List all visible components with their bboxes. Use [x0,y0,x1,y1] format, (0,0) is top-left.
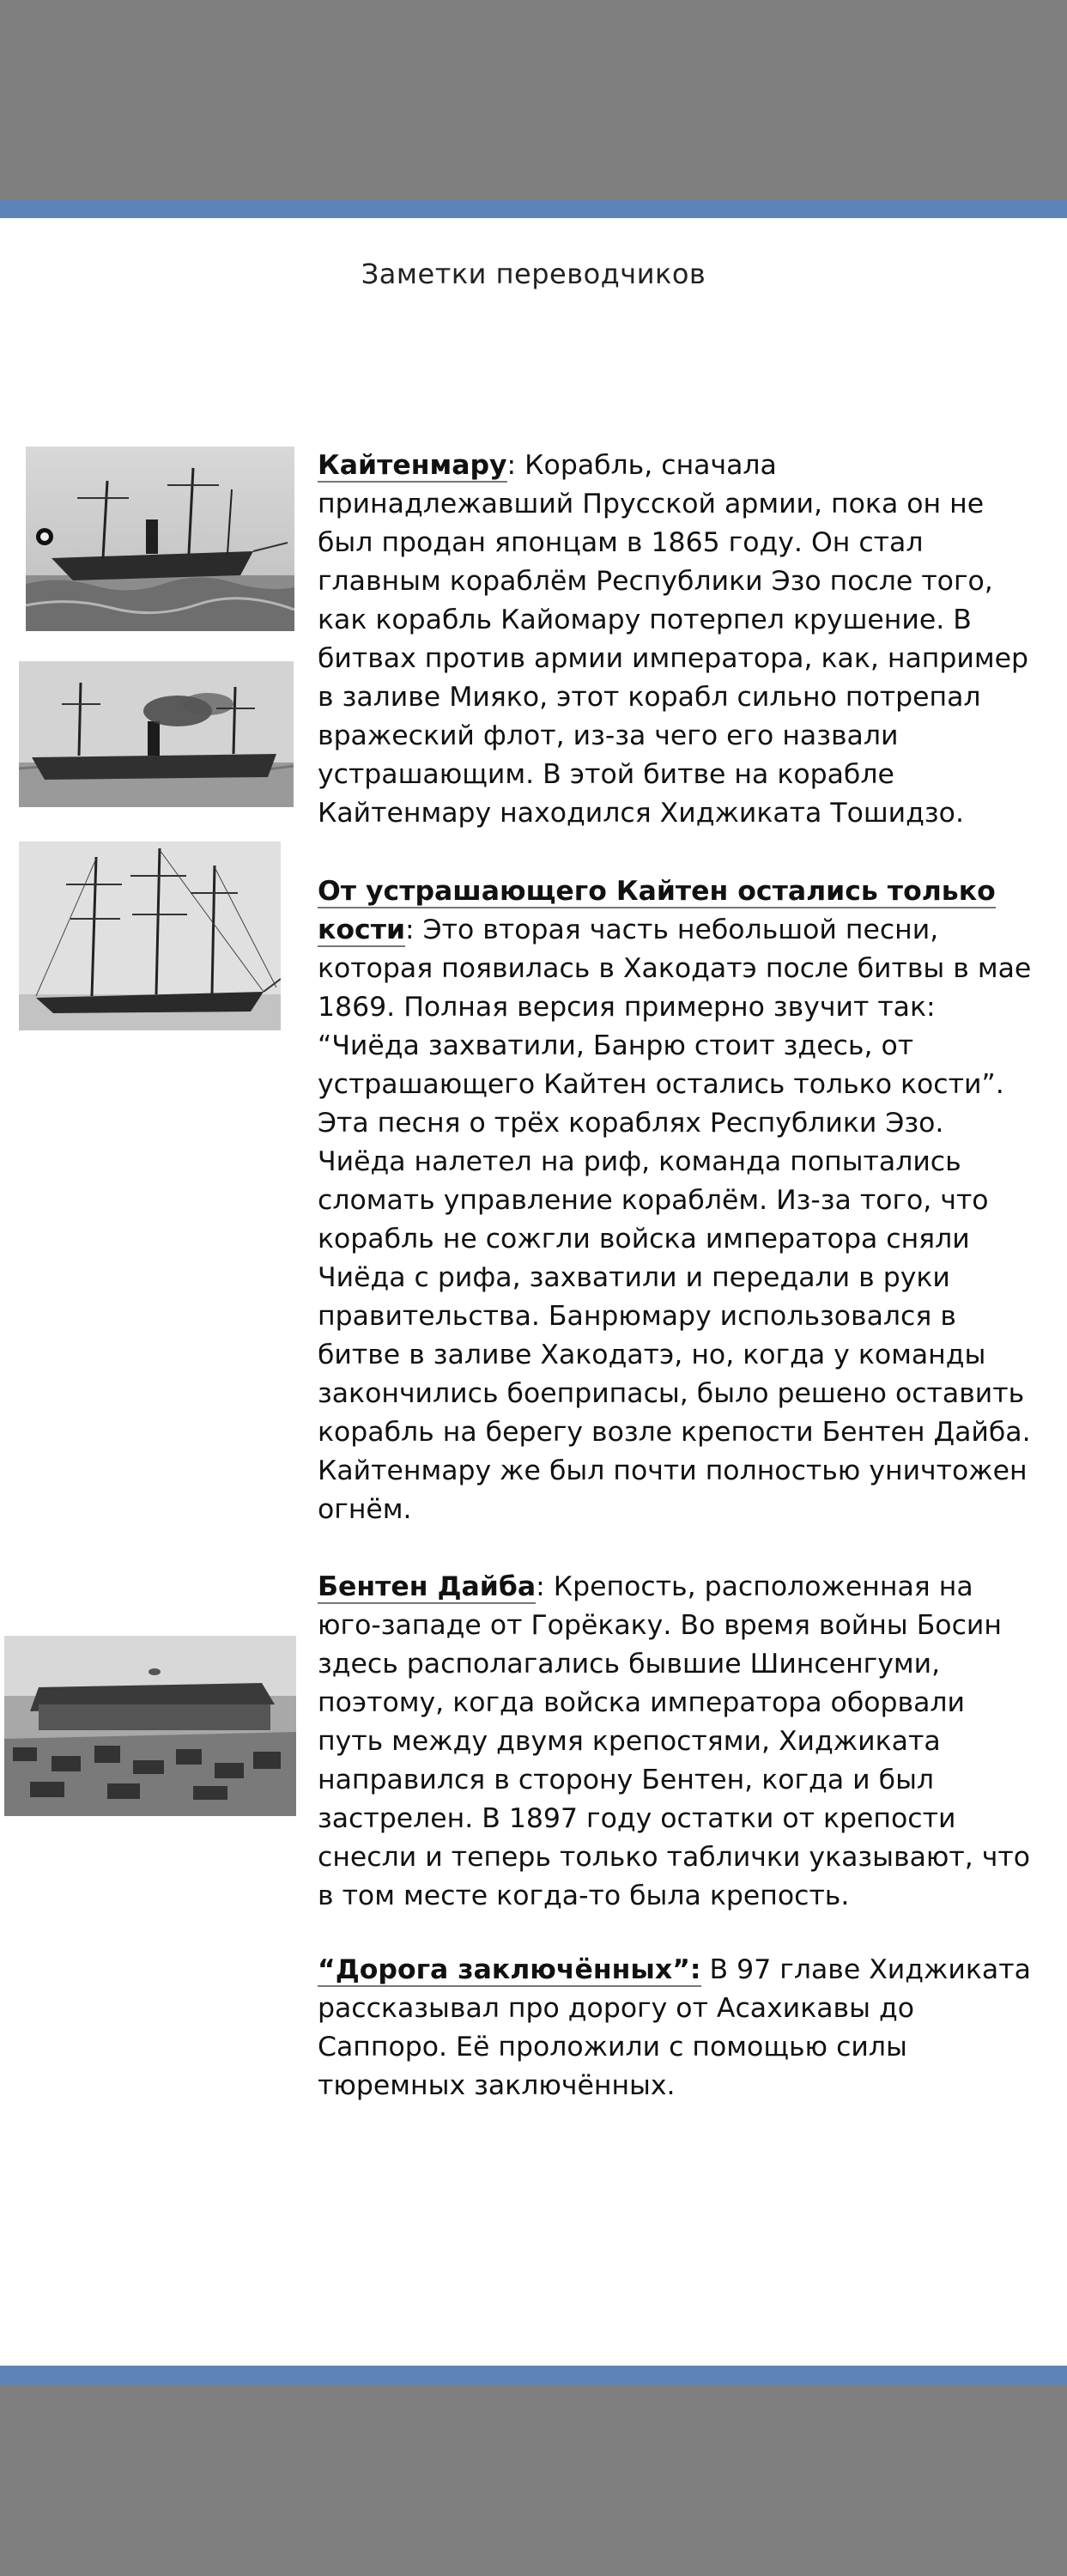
note-prisoners-road [318,1951,1034,2105]
note-text: Это вторая часть небольшой песни, которая появилась в Хакодатэ после битвы в мае 1869. Полная версия примерно звучит так: “Чиёда захватили, Банрю стоит здесь, от устрашающего Кайтен остались только кости”. Эта песня о трёх кораблях Республики Эзо. Чиёда налетел на риф, команда попытались сломать управление кораблём. Из-за того, что корабль не сожгли войска императора сняли Чиёда с рифа, захватили и передали в руки правительства. Банрюмару использовался в битве в заливе Хакодатэ, но, когда у команды закончились боеприпасы, было решено оставить корабль на берегу возле крепости Бентен Дайба. Кайтенмару же был почти полностью уничтожен огнём. [318,914,1032,1525]
top-blue-stripe [0,199,1067,218]
ship-photo-kaitenmaru [26,447,294,631]
ship-photo-steamer [19,661,294,807]
note-term: Кайтенмару [318,450,507,481]
note-text: В 97 главе Хиджиката рассказывал про дорогу от Асахикавы до Саппоро. Её проложили с помощью силы тюремных заключённых. [318,1954,1031,2101]
page-title: Заметки переводчиков [361,258,706,290]
fortress-photo-benten-daiba [4,1636,296,1816]
note-term: Бентен Дайба [318,1571,537,1602]
note-term: От устрашающего Кайтен остались только кости [318,876,996,945]
note-kaiten-bones [318,872,1034,1529]
bottom-blue-stripe [0,2366,1067,2385]
note-benten-daiba [318,1568,1034,1916]
ship-photo-sailing-ship [19,841,281,1030]
note-separator: : [405,914,415,945]
bottom-gray-band [0,2385,1067,2576]
note-text: Корабль, сначала принадлежавший Прусской армии, пока он не был продан японцам в 1865 году. Он стал главным кораблём Республики Эзо после того, как корабль Кайомару потерпел крушение. В битвах против армии императора, как, например в заливе Мияко, этот корабл сильно потрепал вражеский флот, из-за чего его назвали устрашающим. В этой битве на корабле Кайтенмару находился Хиджиката Тошидзо. [318,450,1028,829]
note-term: “Дорога заключённых”: [318,1954,701,1985]
top-gray-band [0,0,1067,199]
note-text: Крепость, расположенная на юго-западе от Горёкаку. Во время войны Босин здесь располагались бывшие Шинсенгуми, поэтому, когда войска императора оборвали путь между двумя крепостями, Хиджиката направился в сторону Бентен, когда и был застрелен. В 1897 году остатки от крепости снесли и теперь только таблички указывают, что в том месте когда-то была крепость. [318,1571,1031,1911]
note-separator: : [536,1571,545,1602]
note-kaitenmaru [318,447,1034,833]
note-separator: : [506,450,517,481]
